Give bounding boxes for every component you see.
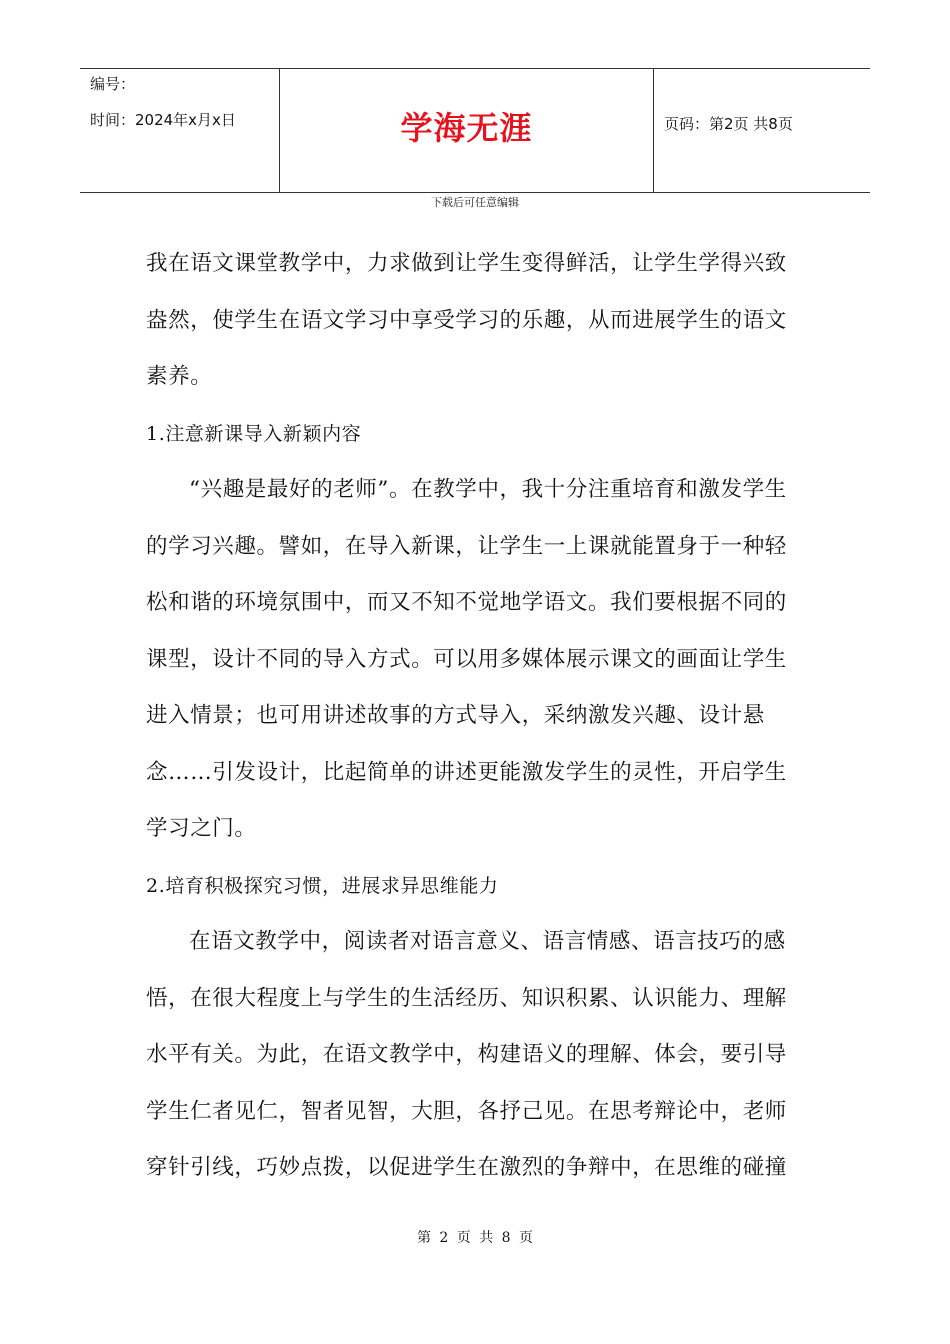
paragraph-section-1: “兴趣是最好的老师”。在教学中，我十分注重培育和激发学生的学习兴趣。譬如，在导入新课，让学生一上课就能置身于一种轻松和谐的环境氛围中，而又不知不觉地学语文。我们要根据不同的课型，设计不同的导入方式。可以用多媒体展示课文的画面让学生进入情景；也可用讲述故事的方式导入，采纳激发兴趣、设计悬念……引发设计，比起简单的讲述更能激发学生的灵性，开启学生学习之门。 [146,477,787,841]
brand-title: 学海无涯 [400,109,533,147]
header-left-cell [80,69,280,192]
number-label: 编号： [90,75,136,93]
document-header [80,68,870,193]
time-label: 时间：2024年x月x日 [90,111,236,129]
section-heading-1: 1.注意新课导入新颖内容 [146,422,362,445]
paragraph-section-2: 在语文教学中，阅读者对语言意义、语言情感、语言技巧的感悟，在很大程度上与学生的生活经历、知识积累、认识能力、理解水平有关。为此，在语文教学中，构建语义的理解、体会，要引导学生仁者见仁，智者见智，大胆，各抒己见。在思考辩论中，老师穿针引线，巧妙点拨，以促进学生在激烈的争辩中，在思维的碰撞 [146,929,787,1180]
editable-note: 下载后可任意编辑 [431,196,519,209]
page-info: 页码：第2页 共8页 [664,115,793,133]
section-heading-2: 2.培育积极探究习惯，进展求异思维能力 [146,874,499,897]
body-content [146,236,806,1197]
page-footer: 第 2 页 共 8 页 [416,1230,534,1246]
paragraph-intro: 我在语文课堂教学中，力求做到让学生变得鲜活，让学生学得兴致盎然，使学生在语文学习中享受学习的乐趣，从而进展学生的语文素养。 [146,251,787,389]
header-brand-cell [280,69,654,192]
header-right-cell [654,69,870,192]
